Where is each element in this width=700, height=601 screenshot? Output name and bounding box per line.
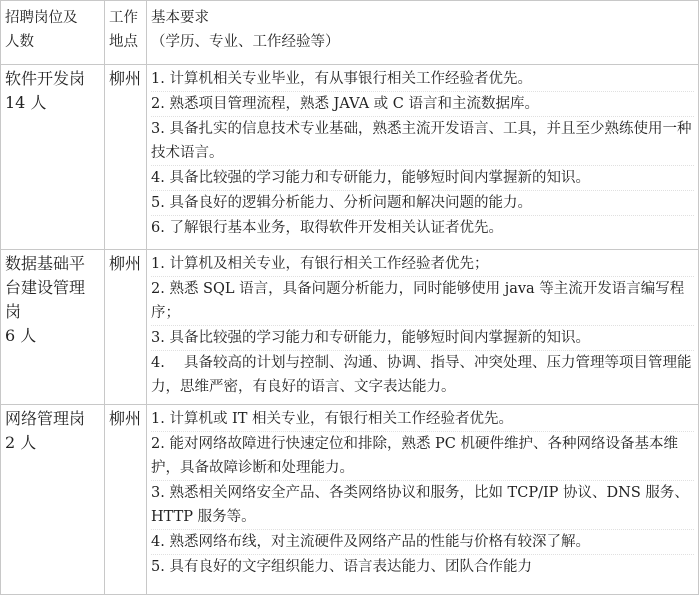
requirement-item: 4. 具备较高的计划与控制、沟通、协调、指导、冲突处理、压力管理等项目管理能力，思维严密，有良好的语言、文字表达能力。 bbox=[151, 355, 692, 395]
requirement-item: 2. 能对网络故障进行快速定位和排除，熟悉 PC 机硬件维护、各种网络设备基本维护，具备故障诊断和处理能力。 bbox=[151, 432, 694, 481]
header-position bbox=[1, 1, 105, 65]
position-line: 14 人 bbox=[5, 93, 47, 112]
position-line: 6 人 bbox=[5, 326, 37, 345]
requirements-cell bbox=[147, 405, 699, 595]
header-location-line: 地点 bbox=[109, 34, 138, 50]
header-requirements-line: （学历、专业、工作经验等） bbox=[151, 34, 340, 50]
position-line: 数据基础平 bbox=[5, 254, 86, 273]
position-cell bbox=[1, 405, 105, 595]
header-location-line: 工作 bbox=[109, 10, 138, 26]
requirement-item: 1. 计算机相关专业毕业，有从事银行相关工作经验者优先。 bbox=[151, 67, 694, 92]
position-line: 岗 bbox=[5, 302, 22, 321]
position-cell bbox=[1, 250, 105, 405]
requirement-item: 5. 具有良好的文字组织能力、语言表达能力、团队合作能力 bbox=[151, 559, 532, 575]
table-header-row bbox=[1, 1, 699, 65]
header-requirements-line: 基本要求 bbox=[151, 10, 209, 26]
requirement-item: 1. 计算机或 IT 相关专业，有银行相关工作经验者优先。 bbox=[151, 407, 694, 432]
position-line: 台建设管理 bbox=[5, 278, 86, 297]
requirement-item: 5. 具备良好的逻辑分析能力、分析问题和解决问题的能力。 bbox=[151, 191, 694, 216]
requirement-item: 3. 具备扎实的信息技术专业基础，熟悉主流开发语言、工具，并且至少熟练使用一种技术语言。 bbox=[151, 117, 694, 166]
table-row bbox=[1, 405, 699, 595]
requirement-item: 2. 熟悉项目管理流程，熟悉 JAVA 或 C 语言和主流数据库。 bbox=[151, 92, 694, 117]
header-position-line: 人数 bbox=[5, 34, 34, 50]
location-cell: 柳州 bbox=[105, 65, 147, 250]
requirements-cell bbox=[147, 65, 699, 250]
table-row bbox=[1, 65, 699, 250]
requirement-item: 6. 了解银行基本业务，取得软件开发相关认证者优先。 bbox=[151, 220, 503, 236]
requirement-item: 2. 熟悉 SQL 语言，具备问题分析能力，同时能够使用 java 等主流开发语言编写程序； bbox=[151, 277, 694, 326]
header-location bbox=[105, 1, 147, 65]
requirements-cell bbox=[147, 250, 699, 405]
position-line: 网络管理岗 bbox=[5, 409, 86, 428]
requirement-item: 4. 具备比较强的学习能力和专研能力，能够短时间内掌握新的知识。 bbox=[151, 166, 694, 191]
table-row bbox=[1, 250, 699, 405]
position-line: 软件开发岗 bbox=[5, 69, 86, 88]
location-cell: 柳州 bbox=[105, 405, 147, 595]
requirement-item: 3. 具备比较强的学习能力和专研能力，能够短时间内掌握新的知识。 bbox=[151, 326, 694, 351]
requirement-item: 1. 计算机及相关专业，有银行相关工作经验者优先； bbox=[151, 252, 694, 277]
location-cell: 柳州 bbox=[105, 250, 147, 405]
requirement-item: 4. 熟悉网络布线，对主流硬件及网络产品的性能与价格有较深了解。 bbox=[151, 530, 694, 555]
position-cell bbox=[1, 65, 105, 250]
header-position-line: 招聘岗位及 bbox=[5, 10, 78, 26]
header-requirements bbox=[147, 1, 699, 65]
position-line: 2 人 bbox=[5, 433, 37, 452]
requirement-item: 3. 熟悉相关网络安全产品、各类网络协议和服务，比如 TCP/IP 协议、DNS 服务、HTTP 服务等。 bbox=[151, 481, 694, 530]
